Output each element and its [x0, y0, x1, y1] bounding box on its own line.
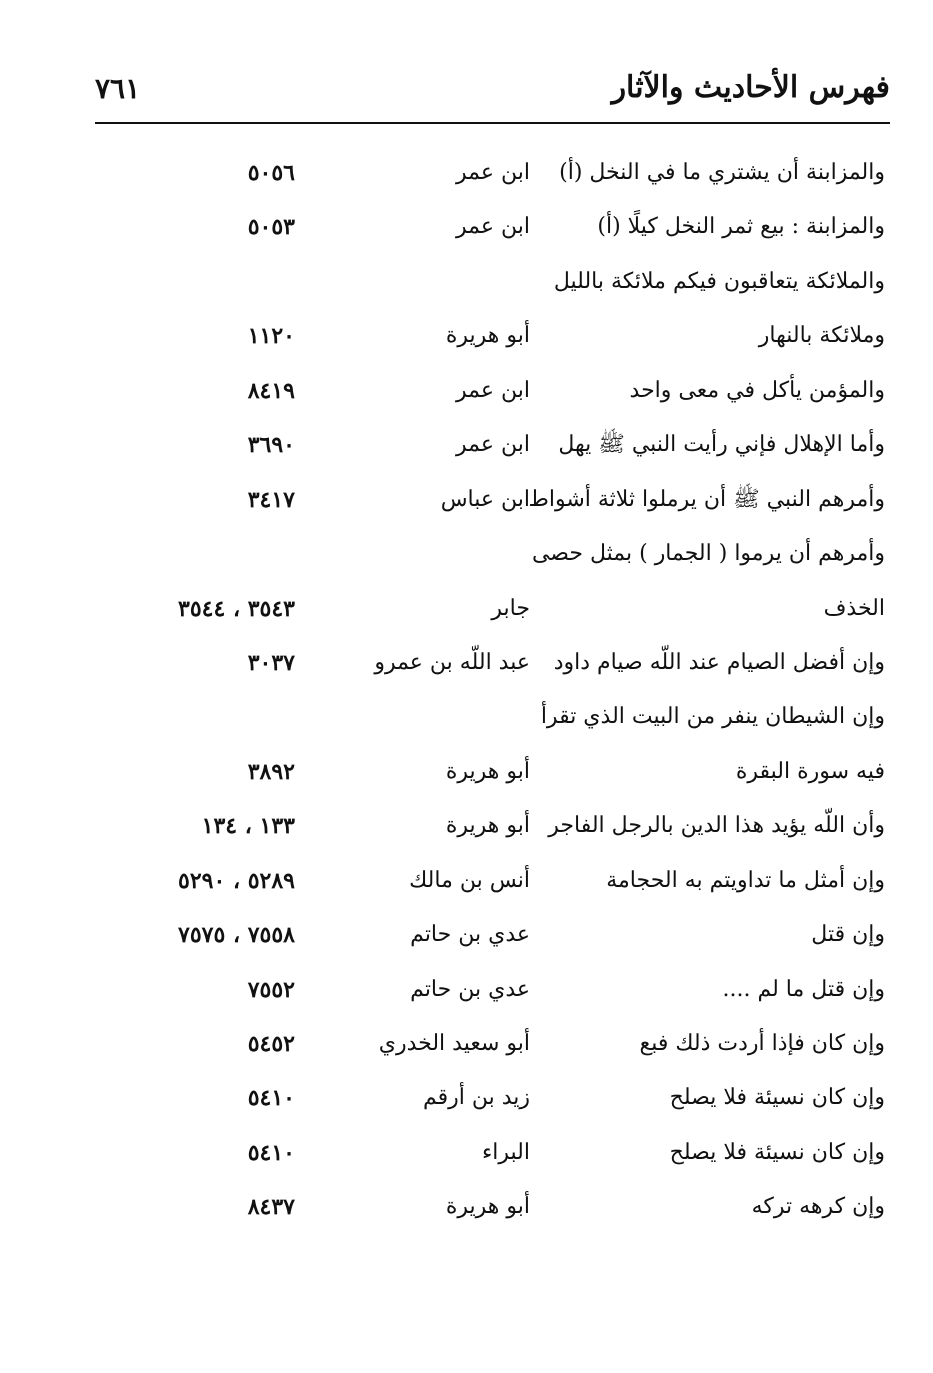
entry-text: والملائكة يتعاقبون فيكم ملائكة بالليل: [553, 268, 885, 294]
index-entry: [95, 582, 890, 636]
index-entry: [95, 1017, 890, 1071]
entry-text: وأمرهم النبي ﷺ أن يرملوا ثلاثة أشواط: [528, 486, 885, 512]
entry-hadith-numbers: ٥٠٥٣: [247, 214, 295, 241]
entry-text: وأن اللّه يؤيد هذا الدين بالرجل الفاجر: [548, 813, 885, 839]
entry-text: وإن كرهه تركه: [751, 1194, 885, 1220]
index-entry: [95, 1071, 890, 1125]
entry-hadith-numbers: ٥٤٥٢: [247, 1031, 295, 1057]
index-entry: [95, 854, 890, 908]
entry-narrator: أنس بن مالك: [409, 867, 530, 893]
entry-hadith-numbers: ٣٦٩٠: [247, 432, 295, 459]
entry-hadith-numbers: ٣٤١٧: [247, 486, 295, 513]
entry-hadith-numbers: ١١٢٠: [247, 323, 295, 350]
index-entry: [95, 309, 890, 363]
index-entry: [95, 255, 890, 309]
entry-hadith-numbers: ٥٠٥٦: [247, 160, 295, 186]
entry-text: والمزابنة أن يشتري ما في النخل (أ): [559, 160, 885, 185]
header-divider: [95, 122, 890, 124]
entry-text: والمؤمن يأكل في معى واحد: [629, 377, 885, 403]
entry-hadith-numbers: ١٣٣ ، ١٣٤: [201, 813, 295, 840]
index-entry: [95, 636, 890, 690]
index-entry: [95, 418, 890, 472]
page-title: فهرس الأحاديث والآثار: [611, 70, 890, 105]
index-entry: [95, 527, 890, 581]
page-header: [95, 66, 890, 118]
entry-narrator: أبو هريرة: [445, 813, 530, 839]
entry-text: وإن الشيطان ينفر من البيت الذي تقرأ: [540, 704, 885, 730]
entry-narrator: أبو هريرة: [445, 1194, 530, 1220]
entry-text: وإن قتل ما لم ....: [722, 976, 885, 1002]
entry-narrator: زيد بن أرقم: [422, 1085, 530, 1111]
index-entry: [95, 146, 890, 200]
index-entry: [95, 908, 890, 962]
index-entry: [95, 200, 890, 254]
entry-hadith-numbers: ٧٥٥٨ ، ٧٥٧٥: [178, 922, 295, 949]
index-entry: [95, 1180, 890, 1234]
entry-text: وإن أمثل ما تداويتم به الحجامة: [606, 867, 885, 893]
entry-text: فيه سورة البقرة: [735, 758, 885, 784]
entry-text: وإن كان نسيئة فلا يصلح: [669, 1085, 885, 1111]
entry-text: الخذف: [823, 595, 885, 621]
entry-text: وملائكة بالنهار: [758, 323, 885, 349]
entry-narrator: البراء: [481, 1139, 530, 1165]
index-entry: [95, 1126, 890, 1180]
entry-text: والمزابنة : بيع ثمر النخل كيلًا (أ): [597, 214, 885, 240]
entry-text: وإن كان نسيئة فلا يصلح: [669, 1139, 885, 1165]
entry-narrator: ابن عمر: [456, 160, 530, 185]
entry-hadith-numbers: ٣٨٩٢: [247, 758, 295, 785]
entry-text: وإن قتل: [811, 922, 885, 948]
entry-narrator: ابن عباس: [440, 486, 530, 512]
entry-narrator: أبو هريرة: [445, 758, 530, 784]
index-entry: [95, 473, 890, 527]
index-entry: [95, 745, 890, 799]
entry-narrator: عبد اللّه بن عمرو: [374, 649, 530, 675]
entry-hadith-numbers: ٥٢٨٩ ، ٥٢٩٠: [178, 867, 295, 894]
entry-narrator: أبو هريرة: [445, 323, 530, 349]
page-number: ٧٦١: [95, 72, 141, 105]
entry-hadith-numbers: ٨٤٣٧: [247, 1194, 295, 1221]
entry-narrator: ابن عمر: [456, 214, 530, 240]
entry-narrator: ابن عمر: [456, 432, 530, 458]
index-entry: [95, 364, 890, 418]
entry-text: وإن كان فإذا أردت ذلك فبع: [639, 1031, 885, 1056]
entry-narrator: ابن عمر: [456, 377, 530, 403]
index-entry: [95, 690, 890, 744]
entry-hadith-numbers: ٧٥٥٢: [247, 976, 295, 1003]
entry-hadith-numbers: ٥٤١٠: [247, 1085, 295, 1112]
entry-narrator: عدي بن حاتم: [410, 922, 530, 948]
index-entry: [95, 963, 890, 1017]
entry-hadith-numbers: ٣٠٣٧: [247, 649, 295, 676]
entry-hadith-numbers: ٥٤١٠: [247, 1139, 295, 1166]
entry-narrator: جابر: [491, 595, 530, 621]
entry-text: وإن أفضل الصيام عند اللّه صيام داود: [553, 649, 885, 675]
entry-narrator: أبو سعيد الخدري: [378, 1031, 530, 1056]
index-entry: [95, 799, 890, 853]
entry-narrator: عدي بن حاتم: [410, 976, 530, 1002]
entry-hadith-numbers: ٨٤١٩: [247, 377, 295, 404]
entry-text: وأما الإهلال فإني رأيت النبي ﷺ يهل: [558, 432, 885, 458]
entry-hadith-numbers: ٣٥٤٣ ، ٣٥٤٤: [178, 595, 295, 622]
entry-text: وأمرهم أن يرموا ( الجمار ) بمثل حصى: [531, 541, 885, 567]
hadith-index-list: [95, 146, 890, 1235]
